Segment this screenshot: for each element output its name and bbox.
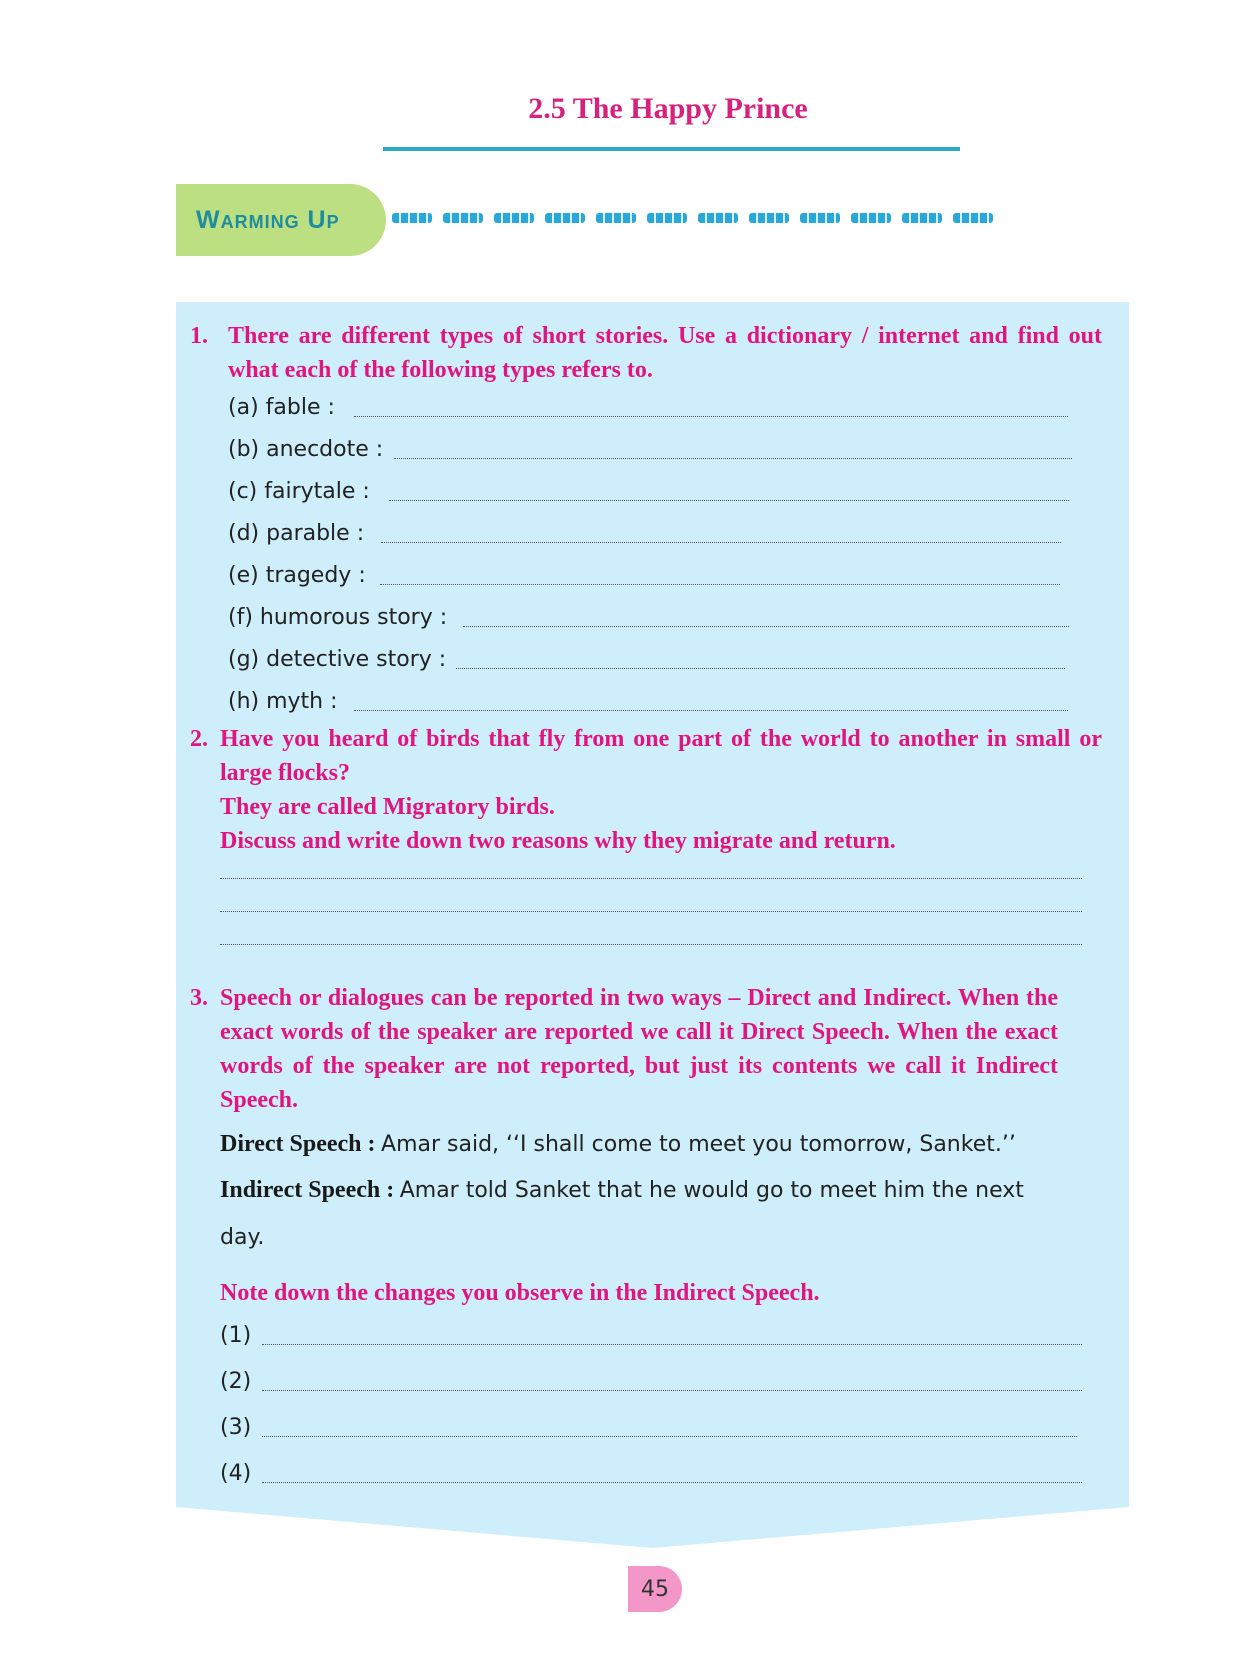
answer-number: (4)	[220, 1461, 252, 1486]
decorative-dashes	[392, 213, 993, 223]
answer-line[interactable]	[394, 458, 1072, 459]
question-2-line-3: Discuss and write down two reasons why they migrate and return.	[220, 828, 896, 854]
warming-up-tab: Warming Up	[176, 184, 386, 256]
answer-number: (3)	[220, 1415, 252, 1440]
list-item: (b) anecdote :	[228, 437, 384, 462]
answer-line[interactable]	[220, 944, 1082, 945]
list-item: (e) tragedy :	[228, 563, 366, 588]
answer-line[interactable]	[380, 584, 1060, 585]
page-title: 2.5 The Happy Prince	[528, 92, 808, 125]
answer-line[interactable]	[262, 1390, 1082, 1391]
warming-up-banner	[176, 184, 994, 256]
answer-line[interactable]	[354, 710, 1068, 711]
answer-line[interactable]	[389, 500, 1069, 501]
list-item: (c) fairytale :	[228, 479, 370, 504]
indirect-speech-label: Indirect Speech :	[220, 1177, 395, 1203]
question-3-text: Speech or dialogues can be reported in two ways – Direct and Indirect. When the exact words of the speaker are reported we call it Direct Speech. When the exact words of the speaker are not reported, but just its contents we call it Indirect Speech.	[220, 985, 1058, 1113]
answer-line[interactable]	[262, 1344, 1082, 1345]
answer-line[interactable]	[381, 542, 1061, 543]
list-item: (h) myth :	[228, 689, 338, 714]
question-1	[190, 319, 1102, 387]
question-3	[190, 981, 1058, 1117]
question-2	[190, 722, 1102, 858]
direct-speech-example	[220, 1121, 1100, 1168]
list-item: (f) humorous story :	[228, 605, 448, 630]
question-1-text: There are different types of short stories. Use a dictionary / internet and find out what each of the following types refers to.	[228, 323, 1102, 383]
page-number: 45	[628, 1566, 682, 1612]
title-underline	[383, 147, 960, 151]
indirect-speech-example	[220, 1167, 1040, 1261]
list-item: (g) detective story :	[228, 647, 447, 672]
answer-line[interactable]	[354, 416, 1068, 417]
question-number: 3.	[190, 985, 208, 1011]
question-number: 2.	[190, 726, 208, 752]
answer-line[interactable]	[456, 668, 1065, 669]
question-2-line-2: They are called Migratory birds.	[220, 794, 555, 820]
question-2-line-1: Have you heard of birds that fly from one part of the world to another in small or large flocks?	[220, 726, 1102, 786]
answer-line[interactable]	[463, 626, 1069, 627]
list-item: (a) fable :	[228, 395, 335, 420]
direct-speech-text: Amar said, ‘‘I shall come to meet you tomorrow, Sanket.’’	[381, 1132, 1016, 1157]
answer-line[interactable]	[262, 1482, 1082, 1483]
answer-line[interactable]	[220, 911, 1082, 912]
answer-number: (1)	[220, 1323, 252, 1348]
note-instruction: Note down the changes you observe in the Indirect Speech.	[220, 1280, 820, 1306]
answer-number: (2)	[220, 1369, 252, 1394]
list-item: (d) parable :	[228, 521, 365, 546]
indirect-speech-text: Amar told Sanket that he would go to meet him the next day.	[220, 1178, 1024, 1250]
direct-speech-label: Direct Speech :	[220, 1131, 376, 1157]
answer-line[interactable]	[220, 878, 1082, 879]
question-number: 1.	[190, 323, 208, 349]
answer-line[interactable]	[262, 1436, 1077, 1437]
